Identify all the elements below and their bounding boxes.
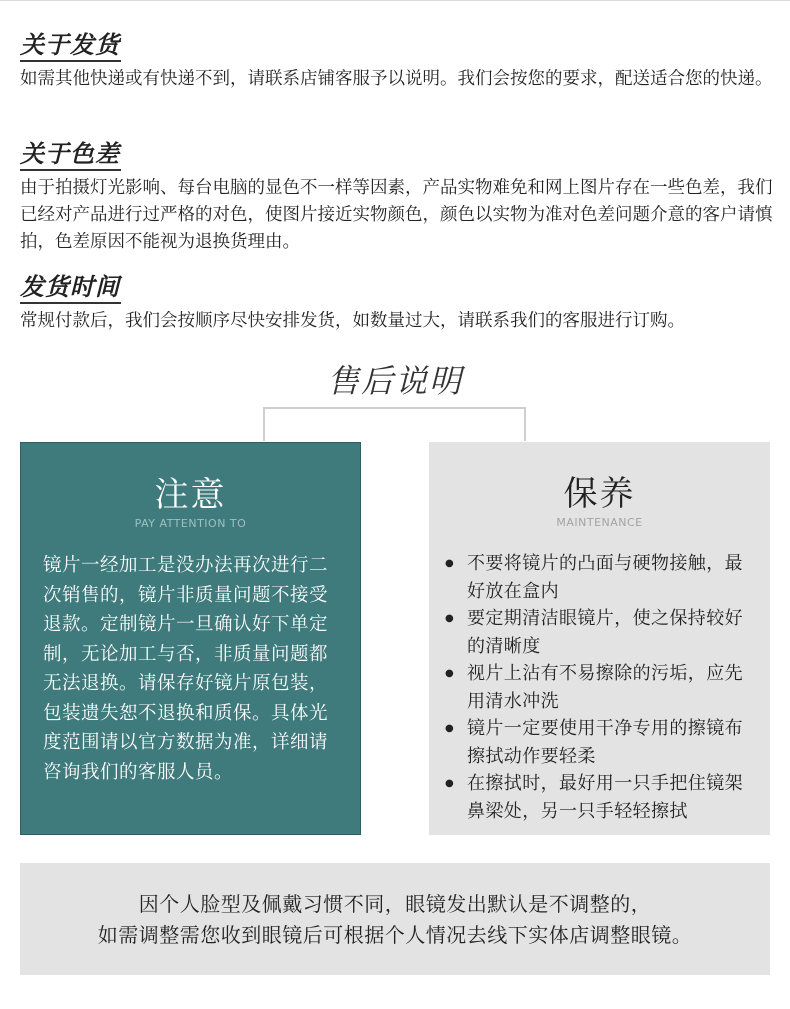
- adjustment-note: [20, 863, 770, 975]
- note-line-1: 因个人脸型及佩戴习惯不同，眼镜发出默认是不调整的，: [138, 892, 652, 916]
- top-divider: [0, 0, 790, 1]
- attention-text: 镜片一经加工是没办法再次进行二次销售的，镜片非质量问题不接受退款。定制镜片一旦确认好下单定制，无论加工与否，非质量问题都无法退换。请保存好镜片原包装，包装遗失恕不退换和质保。具体光度范围请以官方数据为准，详细请咨询我们的客服人员。: [43, 555, 329, 783]
- section-title-shipping: 关于发货: [20, 30, 121, 62]
- maintenance-list: [443, 550, 759, 825]
- connector-bracket: [263, 407, 526, 441]
- maintenance-card: [429, 442, 770, 835]
- attention-card: [20, 442, 361, 835]
- section-body-color-difference: 由于拍摄灯光影响、每台电脑的显色不一样等因素，产品实物难免和网上图片存在一些色差，我们已经对产品进行过严格的对色，使图片接近实物颜色，颜色以实物为准对色差问题介意的客户请慎拍，色差原因不能视为退换货理由。: [20, 178, 773, 252]
- section-title-shipping-time: 发货时间: [20, 272, 121, 304]
- list-item: ● 镜片一定要使用干净专用的擦镜布擦拭动作要轻柔: [443, 715, 759, 770]
- maintenance-title: 保养: [563, 474, 636, 514]
- section-shipping-time: [20, 272, 775, 335]
- section-body-shipping-time: 常规付款后，我们会按顺序尽快安排发货，如数量过大，请联系我们的客服进行订购。: [20, 311, 685, 331]
- list-item: ● 不要将镜片的凸面与硬物接触，最好放在盒内: [443, 550, 759, 605]
- section-body-shipping: 如需其他快递或有快递不到，请联系店铺客服予以说明。我们会按您的要求，配送适合您的快递。: [20, 69, 773, 89]
- list-item: ● 视片上沾有不易擦除的污垢，应先用清水冲洗: [443, 660, 759, 715]
- after-sales-title: 售后说明: [326, 362, 463, 400]
- list-item: ● 要定期清洁眼镜片，使之保持较好的清晰度: [443, 605, 759, 660]
- section-title-color-difference: 关于色差: [20, 139, 121, 171]
- list-item: ● 在擦拭时，最好用一只手把住镜架鼻梁处，另一只手轻轻擦拭: [443, 770, 759, 825]
- attention-subtitle: PAY ATTENTION TO: [134, 517, 247, 530]
- section-color-difference: [20, 139, 775, 256]
- note-line-2: 如需调整需您收到眼镜后可根据个人情况去线下实体店调整眼镜。: [97, 923, 693, 947]
- maintenance-subtitle: MAINTENANCE: [556, 516, 643, 529]
- attention-title: 注意: [154, 475, 227, 515]
- section-shipping: [20, 30, 775, 93]
